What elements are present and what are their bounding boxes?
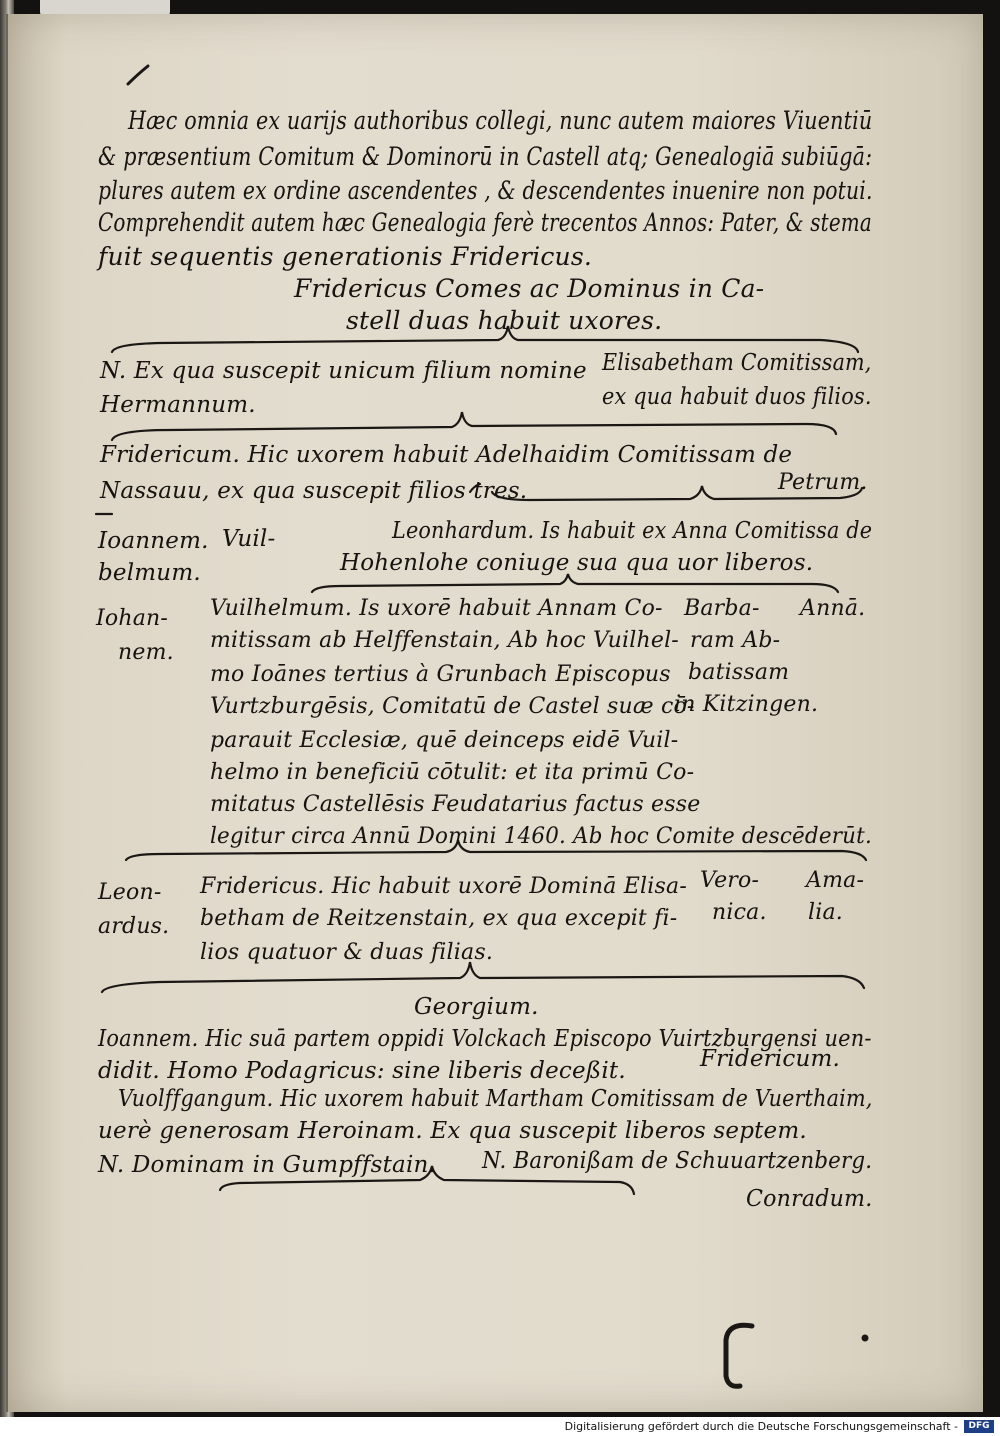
text-line-26: parauit Ecclesiæ, quē deinceps eidē Vuil-	[210, 728, 679, 753]
text-line-41: nica.	[712, 900, 767, 925]
text-line-32: batissam	[688, 660, 790, 685]
text-line-52: Conradum.	[746, 1186, 873, 1212]
text-line-50: N. Dominam in Gumpffstain.	[98, 1152, 437, 1178]
text-line-8: N. Ex qua suscepit unicum filium nomine	[100, 358, 587, 384]
text-line-29: legitur circa Annū Domini 1460. Ab hoc Comite descēderūt.	[210, 824, 872, 849]
text-line-24: mo Ioānes tertius à Grunbach Episcopus	[210, 662, 671, 687]
text-line-2: & præsentium Comitum & Dominorū in Castell atq; Genealogiā subiūgā:	[98, 142, 873, 171]
text-line-38: betham de Reitzenstain, ex qua excepit fi-	[200, 906, 678, 931]
text-line-39: lios quatuor & duas filias.	[200, 940, 494, 965]
text-line-44: Georgium.	[414, 994, 539, 1020]
text-line-15: Ioannem.	[98, 528, 209, 554]
text-line-11: ex qua habuit duos filios.	[602, 384, 872, 410]
text-line-4: Comprehendit autem hæc Genealogia ferè trecentos Annos: Pater, & stema	[98, 208, 872, 237]
text-line-37: Fridericus. Hic habuit uxorē Dominā Elisa-	[200, 874, 687, 899]
text-line-30: Barba-	[684, 596, 760, 621]
text-line-48: Vuolffgangum. Hic uxorem habuit Martham Comitissam de Vuerthaim,	[118, 1086, 873, 1112]
text-line-3: plures autem ex ordine ascendentes , & descendentes inuenire non potui.	[98, 176, 873, 205]
text-line-22: Vuilhelmum. Is uxorē habuit Annam Co-	[210, 596, 663, 621]
ink-dot	[862, 1335, 869, 1342]
text-line-25: Vurtzburgēsis, Comitatū de Castel suæ cō-	[210, 694, 695, 719]
text-line-7: stell duas habuit uxores.	[346, 306, 663, 335]
text-line-28: mitatus Castellēsis Feudatarius factus esse	[210, 792, 701, 817]
text-line-16: belmum.	[98, 560, 201, 586]
text-line-45: Ioannem. Hic suā partem oppidi Volckach Episcopo Vuirtzburgensi uen-	[98, 1026, 872, 1052]
text-line-21: nem.	[118, 640, 174, 665]
text-line-40: Vero-	[700, 868, 760, 893]
text-line-9: Hermannum.	[100, 392, 256, 418]
text-line-42: Ama-	[806, 868, 865, 893]
text-line-20: Iohan-	[96, 606, 169, 631]
text-line-14: Petrum.	[778, 470, 868, 495]
text-line-33: in Kitzingen.	[674, 692, 819, 717]
text-line-34: Annā.	[800, 596, 866, 621]
text-line-17: Vuil-	[222, 526, 276, 552]
text-line-51: N. Baronißam de Schuuartzenberg.	[482, 1148, 873, 1174]
text-line-35: Leon-	[98, 880, 162, 905]
text-line-36: ardus.	[98, 914, 170, 939]
text-line-18: Leonhardum. Is habuit ex Anna Comitissa de	[392, 518, 873, 544]
text-line-46: didit. Homo Podagricus: sine liberis deceßit.	[98, 1058, 626, 1084]
text-line-43: lia.	[808, 900, 843, 925]
text-line-47: Fridericum.	[700, 1046, 841, 1072]
text-line-49: uerè generosam Heroinam. Ex qua suscepit liberos septem.	[98, 1118, 807, 1144]
text-line-12: Fridericum. Hic uxorem habuit Adelhaidim Comitissam de	[100, 442, 793, 468]
text-line-6: Fridericus Comes ac Dominus in Ca-	[294, 274, 765, 303]
text-line-31: ram Ab-	[690, 628, 781, 653]
text-line-27: helmo in beneficiū cōtulit: et ita primū Co-	[210, 760, 695, 785]
text-line-13: Nassauu, ex qua suscepit filios tres.	[100, 478, 528, 504]
text-line-10: Elisabetham Comitissam,	[602, 350, 872, 376]
dfg-logo-icon: DFG	[964, 1420, 994, 1433]
text-line-23: mitissam ab Helffenstain, Ab hoc Vuilhel-	[210, 628, 679, 653]
text-line-19: Hohenlohe coniuge sua qua uor liberos.	[340, 550, 814, 576]
text-line-5: fuit sequentis generationis Fridericus.	[98, 242, 593, 271]
text-line-1: Hæc omnia ex uarijs authoribus collegi, nunc autem maiores Viuentiū	[128, 106, 873, 135]
funding-credit: Digitalisierung gefördert durch die Deutsche Forschungsgemeinschaft -	[564, 1420, 958, 1433]
footer-bar	[0, 1417, 1000, 1436]
